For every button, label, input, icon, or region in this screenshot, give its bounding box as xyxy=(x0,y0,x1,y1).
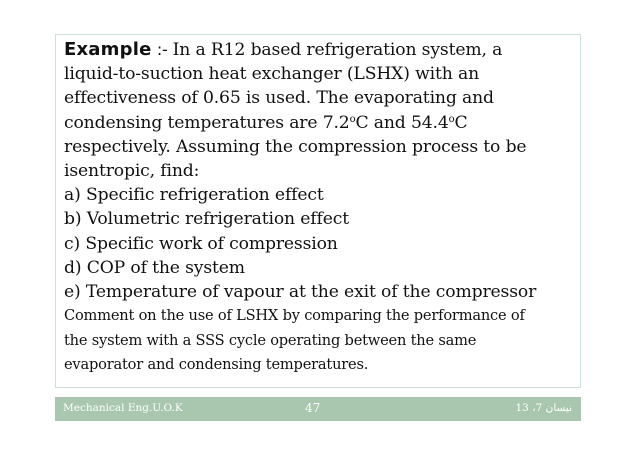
problem-line-6: isentropic, find: xyxy=(64,161,200,182)
item-d: d) COP of the system xyxy=(64,257,245,278)
item-a: a) Specific refrigeration effect xyxy=(64,185,324,206)
problem-line-2: liquid-to-suction heat exchanger (LSHX) with an xyxy=(64,64,480,85)
footer-department: Mechanical Eng.U.O.K xyxy=(63,402,183,414)
footer-bar xyxy=(55,397,581,421)
problem-line-4 xyxy=(64,111,579,135)
degree-sign-2: o xyxy=(448,113,455,125)
line4-part-a: condensing temperatures are 7.2 xyxy=(64,112,350,133)
line4-part-c: C xyxy=(454,112,468,133)
problem-line-5: respectively. Assuming the compression process to be xyxy=(64,136,527,157)
item-e: e) Temperature of vapour at the exit of the compressor xyxy=(64,282,537,303)
example-heading: Example xyxy=(64,39,152,60)
comment-line-1: Comment on the use of LSHX by comparing the performance of xyxy=(64,307,525,325)
line1-text: In a R12 based refrigeration system, a xyxy=(172,40,503,60)
line4-part-b: C and 54.4 xyxy=(355,112,449,133)
page-number: 47 xyxy=(305,401,321,415)
heading-separator: :- xyxy=(156,40,173,59)
problem-text xyxy=(64,38,579,378)
item-b: b) Volumetric refrigeration effect xyxy=(64,209,349,230)
footer-date: نيسان 7، 13 xyxy=(515,402,572,414)
comment-line-2: the system with a SSS cycle operating between the same xyxy=(64,331,477,349)
problem-line-1 xyxy=(64,38,579,62)
comment-line-3: evaporator and condensing temperatures. xyxy=(64,356,369,374)
item-c: c) Specific work of compression xyxy=(64,233,338,254)
degree-sign-1: o xyxy=(349,113,356,125)
problem-line-3: effectiveness of 0.65 is used. The evaporating and xyxy=(64,88,494,109)
